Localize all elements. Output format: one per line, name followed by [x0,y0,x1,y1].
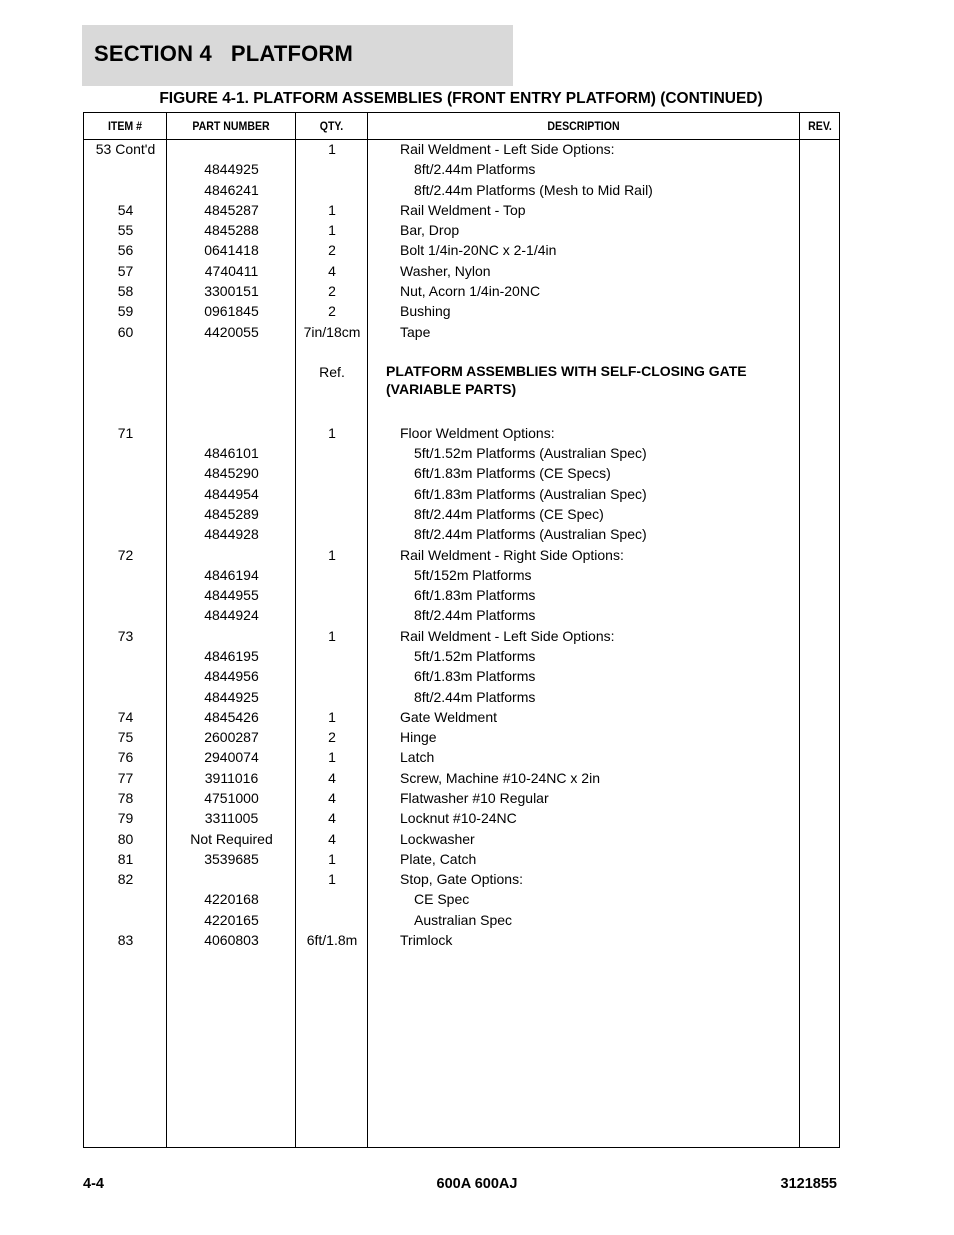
qty-cell: 4 [328,830,336,847]
description-cell: Flatwasher #10 Regular [400,789,549,806]
qty-cell: 1 [328,424,336,441]
part-number-cell: 4844925 [204,161,259,178]
qty-cell: 1 [328,627,336,644]
part-number-cell: 4844928 [204,526,259,543]
part-number-cell: 4846194 [204,566,259,583]
table-row [84,565,841,585]
part-number-cell: 4844924 [204,607,259,624]
description-cell: Bar, Drop [400,222,460,239]
table-row [84,220,841,240]
qty-cell: 4 [328,262,336,279]
table-row [84,463,841,483]
section-banner [82,25,513,86]
qty-cell: 1 [328,749,336,766]
column-header-part-number: PART NUMBER [192,119,270,133]
qty-cell: 2 [328,729,336,746]
qty-cell: 2 [328,303,336,320]
description-cell: Australian Spec [414,911,513,928]
item-number-cell: 59 [117,303,134,320]
part-number-cell: 4740411 [204,262,259,279]
qty-cell: 6ft/1.8m [306,931,358,948]
part-number-cell: 4846195 [204,648,259,664]
qty-cell: 1 [328,201,336,218]
table-row [84,808,841,828]
part-number-cell: Not Required [190,830,273,847]
item-number-cell: 56 [117,242,134,259]
qty-cell: 4 [328,769,336,786]
description-cell: Rail Weldment - Left Side Options: [400,627,615,644]
item-number-cell: 60 [117,323,134,340]
qty-cell: 7in/18cm [303,323,361,340]
part-number-cell: 4845287 [204,201,259,218]
part-number-cell: 0641418 [204,242,259,259]
column-header-rev: REV. [808,119,832,133]
part-number-cell: 4844956 [204,668,259,685]
table-row [84,281,841,301]
description-cell: Nut, Acorn 1/4in-20NC [400,282,541,299]
description-cell: Latch [400,749,435,766]
qty-cell: 2 [328,282,336,299]
description-cell: Lockwasher [400,830,475,847]
part-number-cell: 3539685 [204,850,259,867]
table-row [84,240,841,260]
description-cell: 8ft/2.44m Platforms (CE Spec) [414,506,604,523]
table-row [84,443,841,463]
table-row [84,159,841,179]
part-number-cell: 2600287 [204,729,259,746]
item-number-cell: 57 [117,262,134,279]
description-cell: Trimlock [400,931,453,948]
description-cell: 6ft/1.83m Platforms (Australian Spec) [414,485,647,502]
description-cell: Floor Weldment Options: [400,424,555,441]
description-cell: Hinge [400,729,437,746]
part-number-cell: 4845288 [204,222,259,239]
qty-cell: 4 [328,789,336,806]
part-number-cell: 4844955 [204,587,259,604]
item-number-cell: 77 [117,769,134,786]
table-row [84,707,841,727]
item-number-cell: 80 [117,830,134,847]
description-cell: 6ft/1.83m Platforms (CE Specs) [414,465,611,482]
table-row [84,180,841,200]
part-number-cell: 4846101 [204,445,259,462]
description-cell: 5ft/1.52m Platforms (Australian Spec) [414,445,647,462]
table-row [84,504,841,524]
table-row [84,301,841,321]
part-number-cell: 4845426 [204,708,259,725]
qty-cell: 1 [328,871,336,888]
item-number-cell: 74 [117,708,134,725]
description-cell: 8ft/2.44m Platforms (Australian Spec) [414,526,647,543]
table-row [84,788,841,808]
qty-cell: 1 [328,708,336,725]
table-row [84,322,841,342]
table-row [84,200,841,220]
qty-cell: 2 [328,242,336,259]
table-row [84,139,841,159]
description-cell: Stop, Gate Options: [400,871,523,888]
description-cell: Rail Weldment - Top [400,201,526,218]
description-cell: Washer, Nylon [400,262,491,279]
table-row [84,910,841,930]
description-cell: 5ft/1.52m Platforms [414,648,536,664]
footer-page-number: 4-4 [83,1176,104,1192]
table-row [84,889,841,909]
item-number-cell: 75 [117,729,134,746]
qty-cell: 4 [328,810,336,827]
part-number-cell: 4846241 [204,181,259,198]
footer-doc-number: 3121855 [780,1176,837,1192]
column-header-item: ITEM # [107,119,143,133]
parts-table [83,112,840,1148]
item-number-cell: 76 [117,749,134,766]
description-cell: Bolt 1/4in-20NC x 2-1/4in [400,242,557,259]
description-cell: PLATFORM ASSEMBLIES WITH SELF-CLOSING GATE (VARIABLE PARTS) [386,363,747,398]
table-row [84,362,841,398]
description-cell: Plate, Catch [400,850,477,867]
table-row [84,666,841,686]
part-number-cell: 4845289 [204,506,259,523]
item-number-cell: 58 [117,282,134,299]
item-number-cell: 53 Cont'd [95,141,156,157]
part-number-cell: 4060803 [204,931,259,948]
description-cell: Rail Weldment - Left Side Options: [400,141,615,157]
table-row [84,261,841,281]
table-row [84,585,841,605]
item-number-cell: 71 [117,424,134,441]
part-number-cell: 4751000 [204,789,259,806]
item-number-cell: 55 [117,222,134,239]
column-header-qty: QTY. [319,119,344,133]
table-row [84,768,841,788]
description-cell: 6ft/1.83m Platforms [414,668,536,685]
table-row [84,869,841,889]
table-row [84,687,841,707]
table-row [84,484,841,504]
part-number-cell: 3911016 [204,769,259,786]
column-header-description: DESCRIPTION [547,119,620,133]
part-number-cell: 4845290 [204,465,259,482]
description-cell: Gate Weldment [400,708,498,725]
part-number-cell: 0961845 [204,303,259,320]
item-number-cell: 82 [117,871,134,888]
description-cell: Locknut #10-24NC [400,810,517,827]
item-number-cell: 83 [117,931,134,948]
description-cell: 8ft/2.44m Platforms (Mesh to Mid Rail) [414,181,653,198]
item-number-cell: 78 [117,789,134,806]
description-cell: Bushing [400,303,451,320]
qty-cell: 1 [328,141,336,157]
item-number-cell: 81 [117,850,134,867]
part-number-cell: 3311005 [204,810,259,827]
figure-title: FIGURE 4-1. PLATFORM ASSEMBLIES (FRONT ENTRY PLATFORM) (CONTINUED) [159,90,763,107]
description-cell: Screw, Machine #10-24NC x 2in [400,769,600,786]
table-row [84,545,841,565]
part-number-cell: 3300151 [204,282,259,299]
description-cell: 8ft/2.44m Platforms [414,688,536,705]
item-number-cell: 72 [117,546,134,563]
description-cell: CE Spec [414,891,470,908]
item-number-cell: 79 [117,810,134,827]
qty-cell: 1 [328,222,336,239]
description-cell: 8ft/2.44m Platforms [414,607,536,624]
part-number-cell: 4420055 [204,323,259,340]
section-title: SECTION 4 PLATFORM [94,41,354,66]
part-number-cell: 4220165 [204,911,259,928]
table-row [84,626,841,646]
qty-cell: 1 [328,546,336,563]
footer-model: 600A 600AJ [436,1176,518,1192]
item-number-cell: 73 [117,627,134,644]
table-row [84,849,841,869]
item-number-cell: 54 [117,201,134,218]
table-row [84,829,841,849]
table-row [84,727,841,747]
description-cell: 6ft/1.83m Platforms [414,587,536,604]
part-number-cell: 4844925 [204,688,259,705]
qty-cell: Ref. [319,364,345,381]
description-cell: 8ft/2.44m Platforms [414,161,536,178]
qty-cell: 1 [328,850,336,867]
table-row [84,524,841,544]
part-number-cell: 2940074 [204,749,259,766]
description-cell: 5ft/152m Platforms [414,566,532,583]
part-number-cell: 4220168 [204,891,259,908]
table-row [84,646,841,666]
table-row [84,747,841,767]
table-row [84,605,841,625]
table-row [84,930,841,950]
description-cell: Rail Weldment - Right Side Options: [400,546,624,563]
description-cell: Tape [400,323,431,340]
table-row [84,423,841,443]
part-number-cell: 4844954 [204,485,259,502]
